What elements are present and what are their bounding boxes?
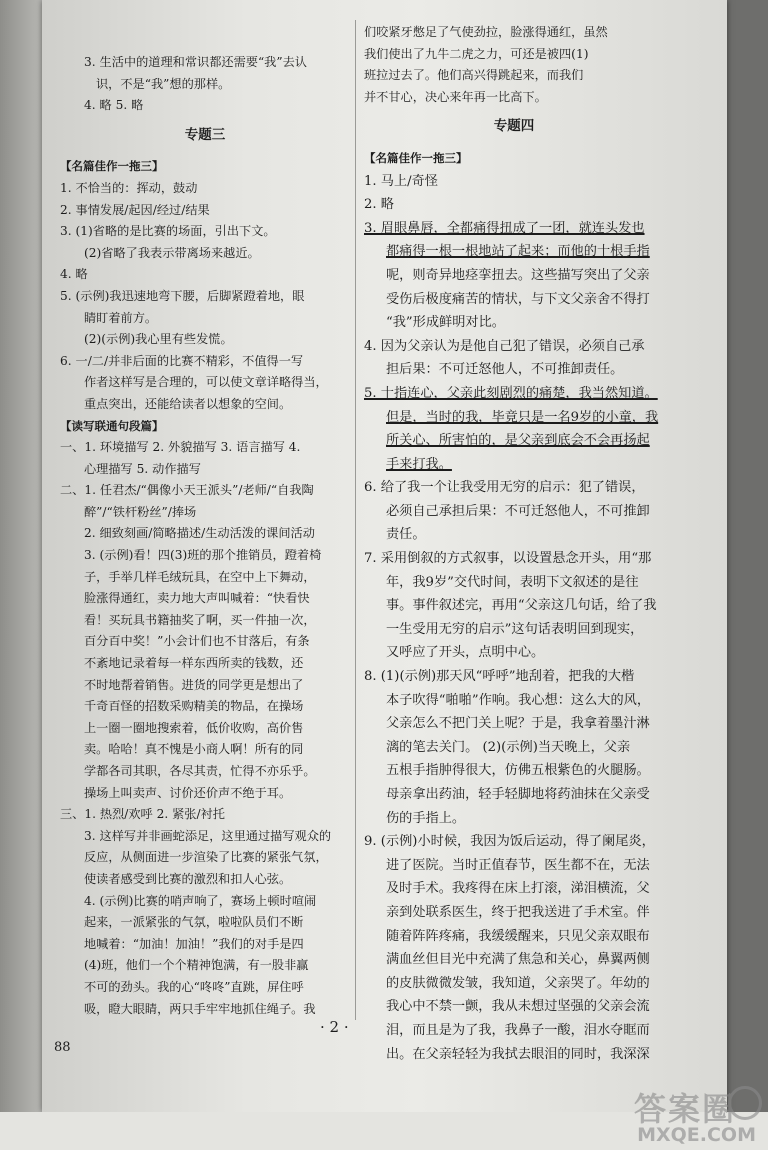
answer-line: 所关心、所害怕的，是父亲到底会不会再扬起 bbox=[386, 433, 650, 449]
answer-line: 随着阵阵疼痛，我缓缓醒来，只见父亲双眼布 bbox=[386, 928, 650, 944]
answer-line: 责任。 bbox=[386, 527, 426, 543]
answer-line: 父亲怎么不把门关上呢？于是，我拿着墨汁淋 bbox=[386, 716, 650, 732]
page-left-edge bbox=[0, 0, 42, 1150]
answer-line: 3. 生活中的道理和常识都还需要“我”去认 bbox=[84, 55, 307, 69]
answer-line: 4. 略 bbox=[60, 267, 88, 282]
answer-line: “我”形成鲜明对比。 bbox=[386, 315, 505, 331]
answer-line: 必须自己承担后果：不可迁怒他人，不可推卸 bbox=[386, 503, 650, 519]
answer-line: 识，不是“我”想的那样。 bbox=[96, 76, 231, 91]
answer-line: 但是，当时的我，毕竟只是一名9岁的小童，我 bbox=[386, 409, 659, 425]
answer-line: 1. 不恰当的：挥动，鼓动 bbox=[60, 180, 198, 195]
answer-line: 伤的手指上。 bbox=[386, 810, 466, 826]
subsection-heading: 【名篇佳作一拖三】 bbox=[364, 150, 468, 165]
answer-line: 操场上叫卖声、讨价还价声不绝于耳。 bbox=[84, 785, 292, 800]
watermark-cn-text: 答案圈 bbox=[633, 1090, 736, 1128]
answer-line: 千奇百怪的招数采购精美的物品，在操场 bbox=[84, 699, 304, 714]
answer-line: 2. 事情发展/起因/经过/结果 bbox=[60, 202, 210, 217]
answer-line: 出。在父亲轻轻为我拭去眼泪的同时，我深深 bbox=[386, 1046, 650, 1062]
answer-line: 卖。哈哈！真不愧是小商人啊！所有的同 bbox=[84, 742, 304, 757]
answer-line: 1. 马上/奇怪 bbox=[364, 173, 438, 189]
section-title: 专题四 bbox=[493, 118, 535, 135]
right-column-top bbox=[364, 22, 664, 170]
answer-line: 4. 略 5. 略 bbox=[84, 98, 144, 113]
answer-line: 8. (1)(示例)那天风“呼呼”地刮着，把我的大楷 bbox=[364, 669, 635, 685]
answer-line: 三、1. 热烈/欢呼 2. 紧张/衬托 bbox=[60, 807, 225, 822]
answer-line: 醉”/“铁杆粉丝”/捧场 bbox=[84, 504, 197, 519]
answer-line: 4. 因为父亲认为是他自己犯了错误，必须自己承 bbox=[364, 338, 645, 354]
answer-line: 亲到处联系医生，终于把我送进了手术室。伴 bbox=[386, 904, 650, 920]
answer-line: 不紊地记录着每一样东西所卖的钱数，还 bbox=[84, 656, 304, 671]
answer-line: 脸涨得通红，卖力地大声叫喊着：“快看快 bbox=[84, 591, 310, 606]
answer-line: 五根手指肿得很大，仿佛五根紫色的火腿肠。 bbox=[386, 763, 650, 779]
answer-line: 都痛得一根一根地站了起来；而他的十根手指 bbox=[386, 244, 650, 260]
answer-line: 又呼应了开头，点明中心。 bbox=[386, 645, 545, 661]
answer-line: 3. 这样写并非画蛇添足，这里通过描写观众的 bbox=[84, 828, 332, 843]
answer-line: 地喊着：“加油！加油！”我们的对手是四 bbox=[84, 936, 304, 951]
answer-line: 重点突出，还能给读者以想象的空间。 bbox=[84, 396, 292, 411]
answer-line: 的皮肤微微发皱，我知道，父亲哭了。年幼的 bbox=[386, 975, 650, 991]
answer-line: 泪，而且是为了我，我鼻子一酸，泪水夺眶而 bbox=[386, 1022, 650, 1038]
answer-line: 5. (示例)我迅速地弯下腰，后脚紧蹬着地，眼 bbox=[60, 288, 305, 303]
answer-line: 心理描写 5. 动作描写 bbox=[84, 461, 201, 476]
answer-line: 一生受用无穷的启示”这句话表明回到现实， bbox=[386, 621, 644, 637]
subsection-heading: 【名篇佳作一拖三】 bbox=[60, 159, 164, 174]
subsection-heading: 【读写联通句段篇】 bbox=[60, 418, 164, 433]
answer-line: 9. (示例)小时候，我因为饭后运动，得了阑尾炎， bbox=[364, 834, 655, 850]
answer-line: 母亲拿出药油，轻手轻脚地将药油抹在父亲受 bbox=[386, 787, 650, 802]
answer-line: 2. 细致刻画/简略描述/生动活泼的课间活动 bbox=[84, 526, 315, 541]
column-divider bbox=[355, 20, 356, 1020]
answer-line: 子，手举几样毛绒玩具，在空中上下舞动， bbox=[84, 569, 316, 584]
answer-line: 4. (示例)比赛的哨声响了，赛场上顿时喧闹 bbox=[84, 893, 317, 908]
answer-line: 看！买玩具书籍抽奖了啊，买一件抽一次， bbox=[84, 612, 316, 627]
answer-line: (2)省略了我表示带离场来越近。 bbox=[84, 245, 260, 260]
answer-line: 睛盯着前方。 bbox=[84, 310, 158, 325]
watermark-en-text: MXQE.COM bbox=[637, 1124, 756, 1146]
answer-line: 进了医院。当时正值春节，医生都不在，无法 bbox=[386, 857, 650, 873]
answer-line: 反应，从侧面进一步渲染了比赛的紧张气氛， bbox=[84, 850, 328, 865]
answer-line: 不时地帮着销售。进货的同学更是想出了 bbox=[84, 677, 304, 692]
answer-line: 吸，瞪大眼睛，两只手牢牢地抓住绳子。我 bbox=[84, 1001, 316, 1016]
section-title: 专题三 bbox=[184, 126, 226, 143]
right-column bbox=[364, 22, 664, 1066]
answer-line: 受伤后极度痛苦的情状，与下文父亲舍不得打 bbox=[386, 291, 650, 307]
answer-line: 作者这样写是合理的，可以使文章详略得当， bbox=[84, 375, 328, 390]
answer-line: 5. 十指连心，父亲此刻剧烈的痛楚，我当然知道。 bbox=[364, 385, 658, 401]
side-page-number: 88 bbox=[54, 1040, 71, 1055]
answer-line: (2)(示例)我心里有些发慌。 bbox=[84, 332, 233, 347]
answer-line: 不可的劲头。我的心“咚咚”直跳，屏住呼 bbox=[84, 979, 304, 994]
page-number: · 2 · bbox=[320, 1018, 349, 1036]
answer-line: 呢，则奇异地痉挛扭去。这些描写突出了父亲 bbox=[386, 267, 650, 283]
answer-line: 6. 一/二/并非后面的比赛不精彩，不值得一写 bbox=[60, 353, 304, 368]
answer-line: 并不甘心，决心来年再一比高下。 bbox=[364, 89, 547, 104]
answer-line: 满血丝但目光中充满了焦急和关心，鼻翼两侧 bbox=[386, 952, 650, 968]
answer-line: 班拉过去了。他们高兴得跳起来，而我们 bbox=[364, 68, 584, 83]
answer-line: 我心中不禁一颤，我从未想过坚强的父亲会流 bbox=[386, 999, 650, 1015]
left-column bbox=[60, 52, 350, 1020]
answer-line: 手来打我。 bbox=[386, 456, 452, 472]
answer-line: (4)班，他们一个个精神饱满，有一股非赢 bbox=[84, 958, 309, 973]
answer-line: 担后果：不可迁怒他人，不可推卸责任。 bbox=[386, 362, 624, 378]
answer-line: 年，我9岁”交代时间，表明下文叙述的是往 bbox=[386, 574, 639, 590]
answer-line: 们咬紧牙憋足了气使劲拉，脸涨得通红，虽然 bbox=[364, 25, 608, 39]
site-watermark bbox=[612, 1084, 762, 1148]
right-column-body bbox=[364, 170, 664, 1067]
answer-line: 3. 眉眼鼻唇，全都痛得扭成了一团，就连头发也 bbox=[364, 220, 645, 236]
answer-line: 我们使出了九牛二虎之力，可还是被四(1) bbox=[364, 46, 589, 61]
answer-line: 一、1. 环境描写 2. 外貌描写 3. 语言描写 4. bbox=[60, 440, 301, 455]
answer-line: 6. 给了我一个让我受用无穷的启示：犯了错误， bbox=[364, 480, 645, 496]
answer-line: 漓的笔去关门。 (2)(示例)当天晚上，父亲 bbox=[386, 739, 631, 755]
answer-line: 起来，一派紧张的气氛，啦啦队员们不断 bbox=[84, 915, 304, 930]
answer-line: 上一圈一圈地搜索着，低价收购，高价售 bbox=[84, 720, 304, 735]
answer-line: 3. (1)省略的是比赛的场面，引出下文。 bbox=[60, 224, 276, 239]
answer-line: 7. 采用倒叙的方式叙事，以设置悬念开头，用“那 bbox=[364, 551, 652, 567]
answer-line: 2. 略 bbox=[364, 197, 394, 213]
answer-line: 本子吹得“啪啪”作响。我心想：这么大的风， bbox=[386, 692, 651, 708]
answer-line: 3. (示例)看！四(3)班的那个推销员，蹬着椅 bbox=[84, 548, 322, 563]
answer-line: 二、1. 任君杰/“偶像小天王派头”/老师/“自我陶 bbox=[60, 483, 314, 498]
answer-line: 事。事件叙述完，再用“父亲这几句话，给了我 bbox=[386, 598, 657, 614]
answer-line: 及时手术。我疼得在床上打滚，涕泪横流，父 bbox=[386, 881, 650, 897]
answer-line: 百分百中奖！”小会计们也不甘落后，有条 bbox=[84, 634, 310, 649]
answer-line: 使读者感受到比赛的激烈和扣人心弦。 bbox=[84, 871, 292, 886]
answer-line: 学都各司其职，各尽其责，忙得不亦乐乎。 bbox=[84, 764, 316, 778]
